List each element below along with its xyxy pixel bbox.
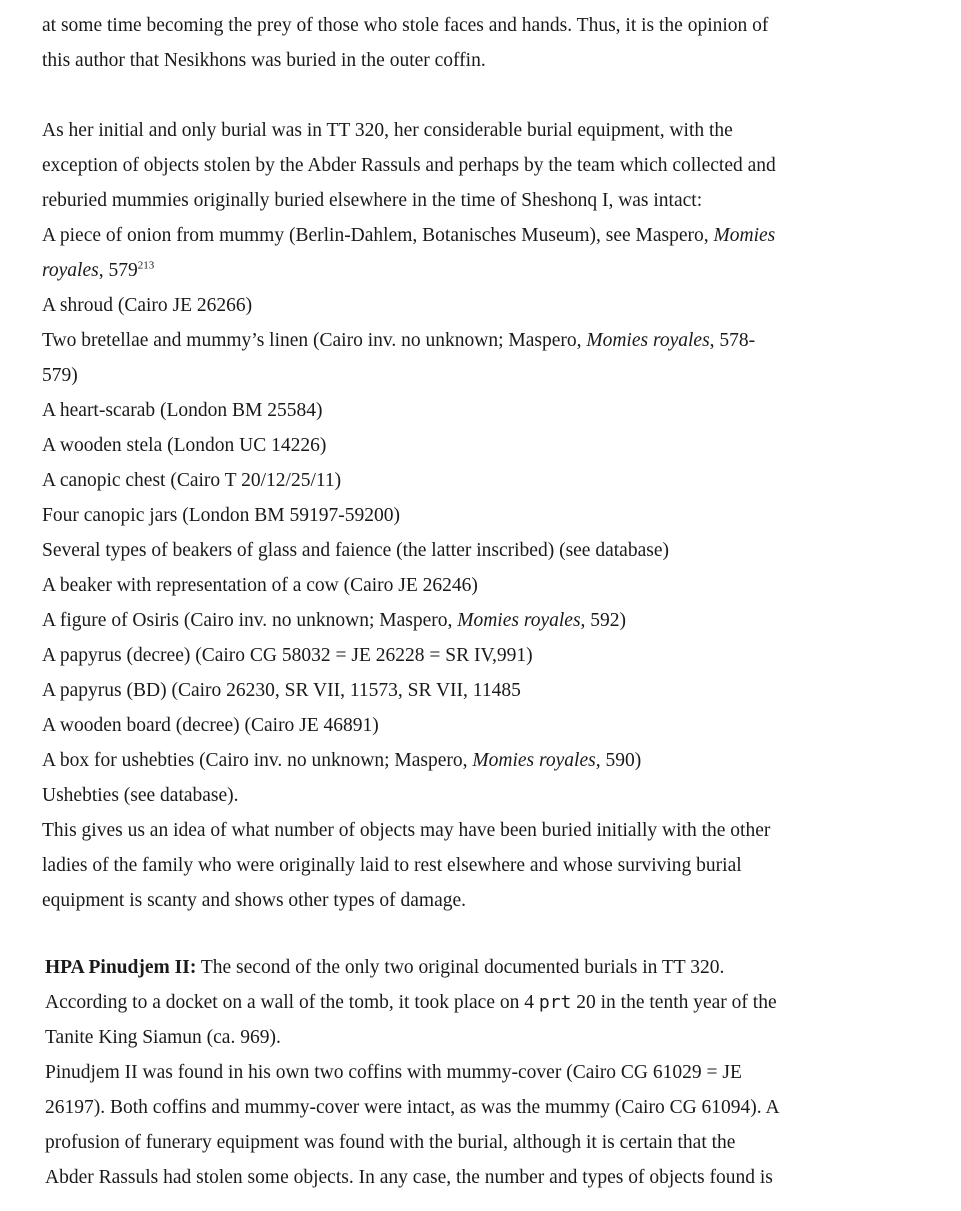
list-item-onion: A piece of onion from mummy (Berlin-Dahlem, Botanisches Museum), see Maspero, Momies — [42, 225, 776, 246]
text-line: equipment is scanty and shows other types of damage. — [42, 890, 467, 911]
text-line: Abder Rassuls had stolen some objects. In any case, the number and types of objects found is — [45, 1167, 773, 1188]
transliteration: prt — [538, 992, 572, 1013]
burial-equipment-section — [42, 113, 922, 918]
list-item-papyrus-decree: A papyrus (decree) (Cairo CG 58032 = JE 26228 = SR IV,991) — [42, 645, 533, 666]
text-line: profusion of funerary equipment was found with the burial, although it is certain that the — [45, 1132, 736, 1153]
list-item-onion-cont: royales, $579^{213}$ — [42, 259, 155, 281]
citation-title: Momies royales — [472, 750, 596, 771]
text-line: Tanite King Siamun (ca. 969). — [45, 1027, 281, 1048]
list-item-beaker-cow: A beaker with representation of a cow (Cairo JE 26246) — [42, 575, 478, 596]
intro-paragraph — [42, 8, 922, 78]
citation-title: Momies royales — [457, 610, 581, 631]
list-item-stela: A wooden stela (London UC 14226) — [42, 435, 327, 456]
text-line: Pinudjem II was found in his own two coffins with mummy-cover (Cairo CG 61029 = JE — [45, 1062, 742, 1083]
text-line: this author that Nesikhons was buried in the outer coffin. — [42, 50, 486, 71]
text-line: at some time becoming the prey of those who stole faces and hands. Thus, it is the opinion of — [42, 15, 769, 36]
text-line: As her initial and only burial was in TT 320, her considerable burial equipment, with the — [42, 120, 733, 141]
list-item-board: A wooden board (decree) (Cairo JE 46891) — [42, 715, 379, 736]
text-line: exception of objects stolen by the Abder Rassuls and perhaps by the team which collected and — [42, 155, 776, 176]
pinudjem-section — [45, 950, 925, 1195]
list-item-bretellae: Two bretellae and mummy’s linen (Cairo inv. no unknown; Maspero, Momies royales, 578- — [42, 330, 756, 351]
list-item-osiris: A figure of Osiris (Cairo inv. no unknown; Maspero, Momies royales, 592) — [42, 610, 627, 631]
list-item-canopic-chest: A canopic chest (Cairo T 20/12/25/11) — [42, 470, 342, 491]
citation-title: royales — [42, 260, 99, 281]
list-item-heart-scarab: A heart-scarab (London BM 25584) — [42, 400, 323, 421]
citation-title: Momies royales — [586, 330, 710, 351]
text-line: According to a docket on a wall of the tomb, it took place on 4 prt 20 in the tenth year of the — [45, 992, 777, 1013]
text-line: 26197). Both coffins and mummy-cover were intact, as was the mummy (Cairo CG 61094). A — [45, 1097, 780, 1118]
list-item-papyrus-bd: A papyrus (BD) (Cairo 26230, SR VII, 11573, SR VII, 11485 — [42, 680, 521, 701]
section-heading-line: HPA Pinudjem II: The second of the only two original documented burials in TT 320. — [45, 957, 725, 978]
list-item-ushebti-box: A box for ushebties (Cairo inv. no unknown; Maspero, Momies royales, 590) — [42, 750, 642, 771]
footnote-marker: 213 — [137, 259, 155, 272]
text-line: ladies of the family who were originally laid to rest elsewhere and whose surviving burial — [42, 855, 742, 876]
list-item-shroud: A shroud (Cairo JE 26266) — [42, 295, 253, 316]
section-heading: HPA Pinudjem II: — [45, 957, 197, 978]
list-item-canopic-jars: Four canopic jars (London BM 59197-59200) — [42, 505, 400, 526]
text-line: reburied mummies originally buried elsewhere in the time of Sheshonq I, was intact: — [42, 190, 703, 211]
list-item-beakers: Several types of beakers of glass and faience (the latter inscribed) (see database) — [42, 540, 669, 561]
citation-title: Momies — [713, 225, 776, 246]
list-item-bretellae-cont: 579) — [42, 365, 78, 386]
text-line: This gives us an idea of what number of objects may have been buried initially with the other — [42, 820, 771, 841]
list-item-ushebties: Ushebties (see database). — [42, 785, 239, 806]
